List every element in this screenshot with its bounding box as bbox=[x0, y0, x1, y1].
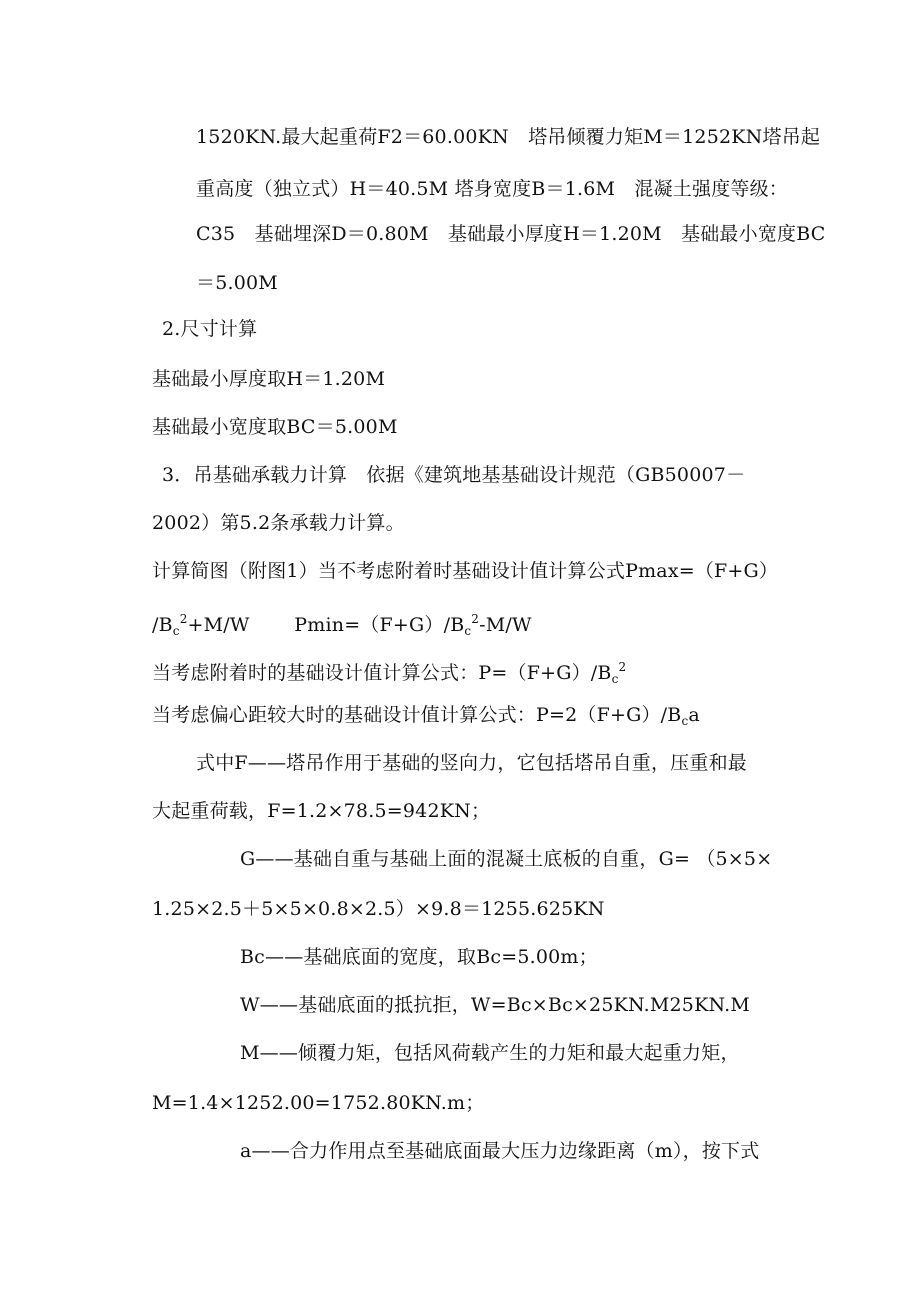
text-line-16: G——基础自重与基础上面的混凝土底板的自重，G= （5×5× bbox=[240, 848, 773, 870]
section-heading-3: 3．吊基础承载力计算 依据《建筑地基基础设计规范（GB50007－ bbox=[162, 464, 746, 486]
subscript: c bbox=[681, 714, 689, 728]
formula-line-pmax: 计算简图（附图1）当不考虑附着时基础设计值计算公式Pmax=（F+G） bbox=[152, 560, 779, 582]
subscript: c bbox=[464, 624, 472, 638]
formula-part: +M/W Pmin=（F+G）/B bbox=[187, 614, 465, 636]
text-line-17: 1.25×2.5＋5×5×0.8×2.5）×9.8＝1255.625KN bbox=[152, 898, 605, 920]
text-line-21: M=1.4×1252.00=1752.80KN.m； bbox=[152, 1092, 485, 1114]
subscript: c bbox=[611, 672, 619, 686]
formula-line-pmin bbox=[152, 606, 532, 644]
text-line-9: 2002）第5.2条承载力计算。 bbox=[152, 512, 405, 534]
subscript: c bbox=[172, 624, 180, 638]
formula-line-attached bbox=[152, 654, 626, 692]
text-line-20: M——倾覆力矩，包括风荷载产生的力矩和最大起重力矩， bbox=[240, 1042, 740, 1064]
text-line-1: 1520KN.最大起重荷F2＝60.00KN 塔吊倾覆力矩M＝1252KN塔吊起 bbox=[196, 126, 821, 148]
formula-line-eccentric bbox=[152, 702, 700, 734]
formula-part: /B bbox=[152, 614, 173, 636]
text-line-4: ＝5.00M bbox=[196, 272, 278, 294]
text-line-6: 基础最小厚度取H＝1.20M bbox=[152, 368, 386, 390]
section-heading-2: 2.尺寸计算 bbox=[162, 318, 258, 340]
text-line-14: 式中F——塔吊作用于基础的竖向力，它包括塔吊自重，压重和最 bbox=[196, 752, 747, 774]
formula-part: a bbox=[688, 704, 700, 726]
text-line-2: 重高度（独立式）H＝40.5M 塔身宽度B＝1.6M 混凝土强度等级： bbox=[196, 178, 789, 200]
superscript: 2 bbox=[618, 660, 627, 674]
superscript: 2 bbox=[471, 612, 480, 626]
text-line-19: W——基础底面的抵抗拒，W=Bc×Bc×25KN.M25KN.M bbox=[240, 994, 750, 1016]
superscript: 2 bbox=[179, 612, 188, 626]
text-line-18: Bc——基础底面的宽度，取Bc=5.00m； bbox=[240, 946, 598, 968]
formula-part: -M/W bbox=[479, 614, 532, 636]
formula-part: 当考虑偏心距较大时的基础设计值计算公式：P=2（F+G）/B bbox=[152, 704, 682, 726]
text-line-7: 基础最小宽度取BC＝5.00M bbox=[152, 416, 398, 438]
formula-part: 当考虑附着时的基础设计值计算公式：P=（F+G）/B bbox=[152, 662, 612, 684]
text-line-22: a——合力作用点至基础底面最大压力边缘距离（m），按下式 bbox=[240, 1140, 760, 1162]
text-line-3: C35 基础埋深D＝0.80M 基础最小厚度H＝1.20M 基础最小宽度BC bbox=[196, 223, 826, 245]
text-line-15: 大起重荷载，F=1.2×78.5=942KN； bbox=[152, 800, 491, 822]
